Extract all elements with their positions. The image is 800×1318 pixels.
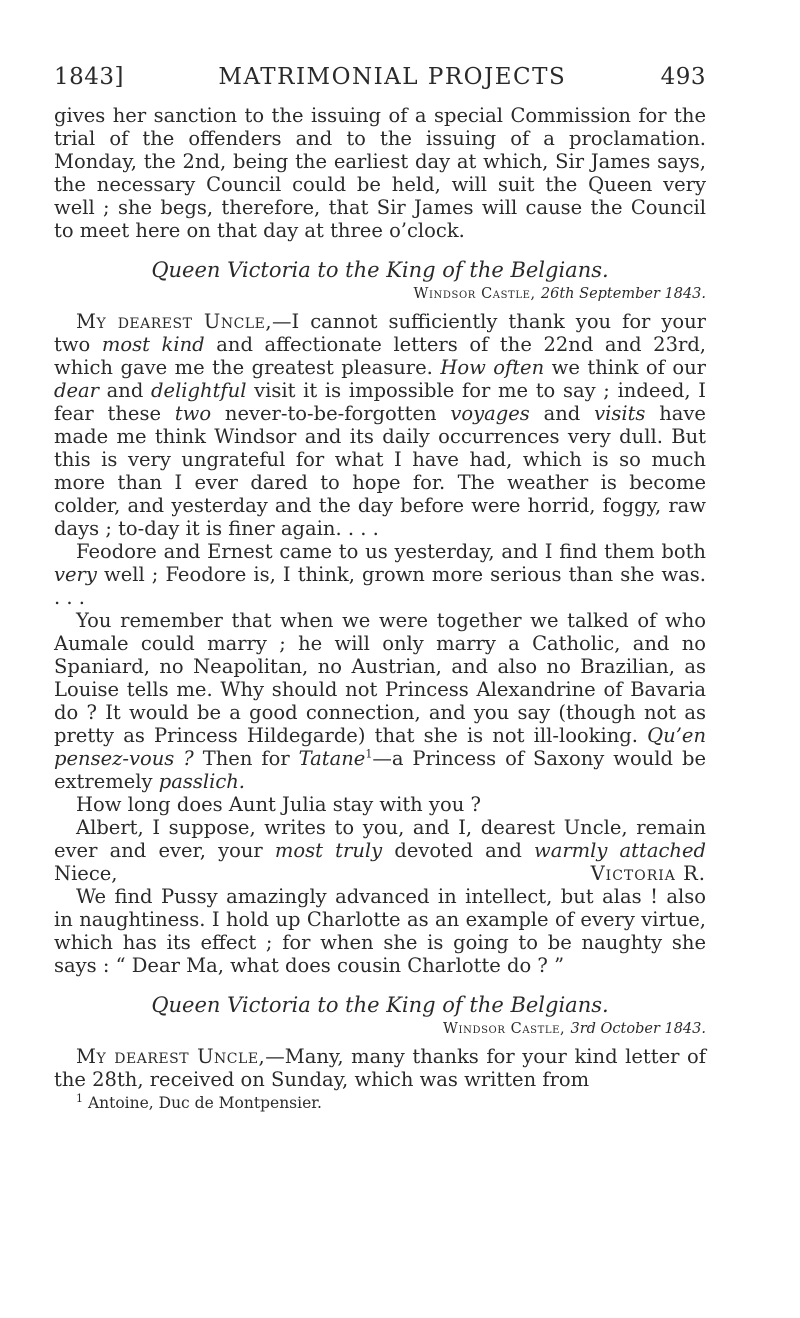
text-run: and affectionate letters of the 22nd and 23rd, which gave me the greatest pleasure. [54, 333, 706, 379]
salutation: My dearest Uncle, [76, 310, 273, 333]
text-run: You remember that when we were together we talked of who Aumale could marry ; he will only marry a Catholic, and no Spaniard, no Neapolitan, no Austrian, and also no Brazilian, as Louise tells me. Why should not Princess Alexandrine of Bavaria do ? It would be a good connection, and you say (though not as pretty as Princess Hildegarde) that she is not ill-looking. [54, 609, 706, 747]
text-run: Feodore and Ernest came to us yesterday, and I find them both [76, 540, 706, 563]
text-run: Albert, I suppose, writes to you, and I, dearest Uncle, remain ever and ever, your [54, 816, 706, 862]
emphasis: voyages [450, 402, 530, 425]
letter-heading-1: Queen Victoria to the King of the Belgians. [151, 258, 609, 282]
text-run: well ; Feodore is, I think, grown more serious than she was. . . . [54, 563, 706, 609]
footnote [54, 1093, 706, 1113]
dateline-date: 26th September 1843. [540, 286, 706, 302]
text-run: —a Princess of Saxony would be extremely [54, 747, 707, 793]
emphasis: delightful [151, 379, 247, 402]
letter-1-paragraph-3 [54, 609, 706, 793]
dateline-date: 3rd October 1843. [570, 1021, 706, 1037]
letter-2-paragraph-1 [54, 1045, 706, 1091]
letter-1-paragraph-4: How long does Aunt Julia stay with you ? [76, 793, 481, 816]
text-run: Then for [193, 747, 299, 770]
text-run: —I cannot sufficiently thank you for your two [54, 310, 706, 356]
emphasis: passlich. [158, 770, 245, 793]
salutation: My dearest Uncle, [76, 1045, 266, 1068]
text-run: devoted and [382, 839, 534, 862]
book-page [54, 64, 706, 1113]
emphasis: Tatane [298, 747, 366, 770]
emphasis: dear [54, 379, 99, 402]
paragraph-continued: gives her sanction to the issuing of a special Commission for the trial of the offenders and to the issuing of a proclamation. Monday, the 2nd, being the earliest day at which, Sir James says, the necessary Council could be held, will suit the Queen very well ; she begs, therefore, that Sir James will cause the Council to meet here on that day at three o’clock. [54, 104, 706, 242]
footnote-marker: 1 [365, 747, 373, 761]
text-run: never-to-be-forgotten [211, 402, 451, 425]
emphasis: warmly attached [534, 839, 706, 862]
emphasis: How often [440, 356, 545, 379]
text-run: we think of our [544, 356, 707, 379]
dateline-1 [54, 286, 706, 302]
text-run: Niece, [54, 862, 118, 885]
emphasis: two [174, 402, 212, 425]
letter-1-postscript: We find Pussy amazingly advanced in intellect, but alas ! also in naughtiness. I hold up Charlotte as an example of every virtue, which has its effect ; for when she is going to be naughty she says : “ Dear Ma, what does cousin Charlotte do ? ” [54, 885, 706, 977]
text-run: visit it is impossible for me to say ; indeed, I fear these [54, 379, 706, 425]
dateline-place: Windsor Castle, [413, 286, 536, 302]
letter-1-paragraph-1 [54, 310, 706, 540]
letter-heading-2: Queen Victoria to the King of the Belgians. [151, 993, 609, 1017]
letter-1-paragraph-2 [54, 540, 706, 609]
running-head-year: 1843] [54, 64, 125, 90]
signature: Victoria R. [590, 862, 706, 885]
emphasis: visits [594, 402, 646, 425]
text-run: and [529, 402, 595, 425]
emphasis: most truly [274, 839, 383, 862]
footnote-number: 1 [76, 1091, 83, 1105]
text-run: —Many, many thanks for your kind letter of the 28th, received on Sunday, which was written from [54, 1045, 706, 1091]
page-number: 493 [660, 64, 706, 90]
footnote-text: Antoine, Duc de Montpensier. [87, 1094, 322, 1112]
emphasis: very [54, 563, 97, 586]
running-head [54, 64, 706, 90]
emphasis: most kind [101, 333, 205, 356]
dateline-place: Windsor Castle, [443, 1021, 566, 1037]
running-head-title: MATRIMONIAL PROJECTS [218, 64, 567, 90]
emphasis: Qu’en pensez-vous ? [54, 724, 706, 770]
text-run: have made me think Windsor and its daily occurrences very dull. But this is very ungrateful for what I have had, which is so much more than I ever dared to hope for. The weather is become colder, and yesterday and the day before were horrid, foggy, raw days ; to-day it is finer again. . . . [54, 402, 706, 540]
text-run: and [98, 379, 152, 402]
dateline-2 [54, 1021, 706, 1037]
